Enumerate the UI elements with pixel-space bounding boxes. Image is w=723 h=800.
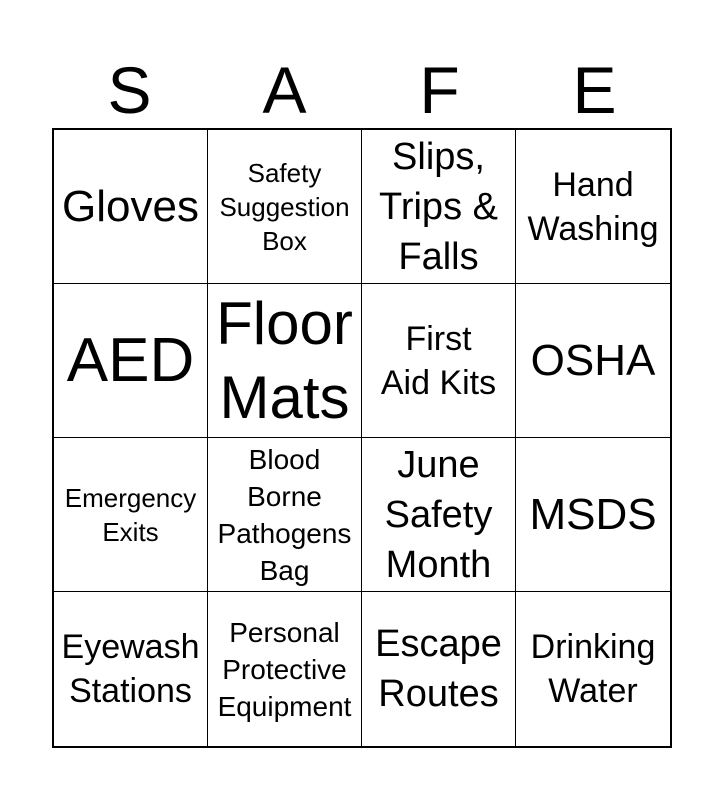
bingo-header [52,50,672,130]
cell-label: MSDS [529,489,657,539]
cell-label: AED [66,325,195,395]
bingo-cell-floor-mats[interactable] [208,284,362,438]
bingo-cell-aed[interactable] [54,284,208,438]
cell-label: June Safety Month [384,443,493,586]
cell-label: OSHA [530,335,656,385]
cell-label: Emergency Exits [64,482,197,547]
bingo-cell-msds[interactable] [516,438,670,592]
header-letter-f: F [419,53,460,127]
cell-label: Personal Protective Equipment [217,616,352,722]
cell-label: Eyewash Stations [61,628,200,710]
header-letter-a: A [262,53,307,127]
bingo-cell-eyewash-stations[interactable] [54,592,208,746]
bingo-cell-hand-washing[interactable] [516,130,670,284]
bingo-cell-slips-trips-falls[interactable] [362,130,516,284]
bingo-board [52,128,672,748]
cell-label: Drinking Water [530,628,656,710]
bingo-cell-drinking-water[interactable] [516,592,670,746]
bingo-cell-june-safety-month[interactable] [362,438,516,592]
cell-label: First Aid Kits [380,319,497,402]
bingo-cell-osha[interactable] [516,284,670,438]
bingo-cell-emergency-exits[interactable] [54,438,208,592]
bingo-cell-blood-borne-pathogens-bag[interactable] [208,438,362,592]
header-letter-s: S [107,53,152,127]
cell-label: Floor Mats [216,289,353,431]
bingo-cell-escape-routes[interactable] [362,592,516,746]
bingo-cell-safety-suggestion-box[interactable] [208,130,362,284]
cell-label: Hand Washing [527,165,659,248]
cell-label: Safety Suggestion Box [219,157,350,256]
bingo-cell-personal-protective-equipment[interactable] [208,592,362,746]
cell-label: Slips, Trips & Falls [379,135,498,278]
bingo-cell-gloves[interactable] [54,130,208,284]
header-letter-e: E [572,53,617,127]
bingo-cell-first-aid-kits[interactable] [362,284,516,438]
cell-label: Gloves [62,181,199,231]
cell-label: Escape Routes [375,623,502,715]
cell-label: Blood Borne Pathogens Bag [217,443,352,586]
